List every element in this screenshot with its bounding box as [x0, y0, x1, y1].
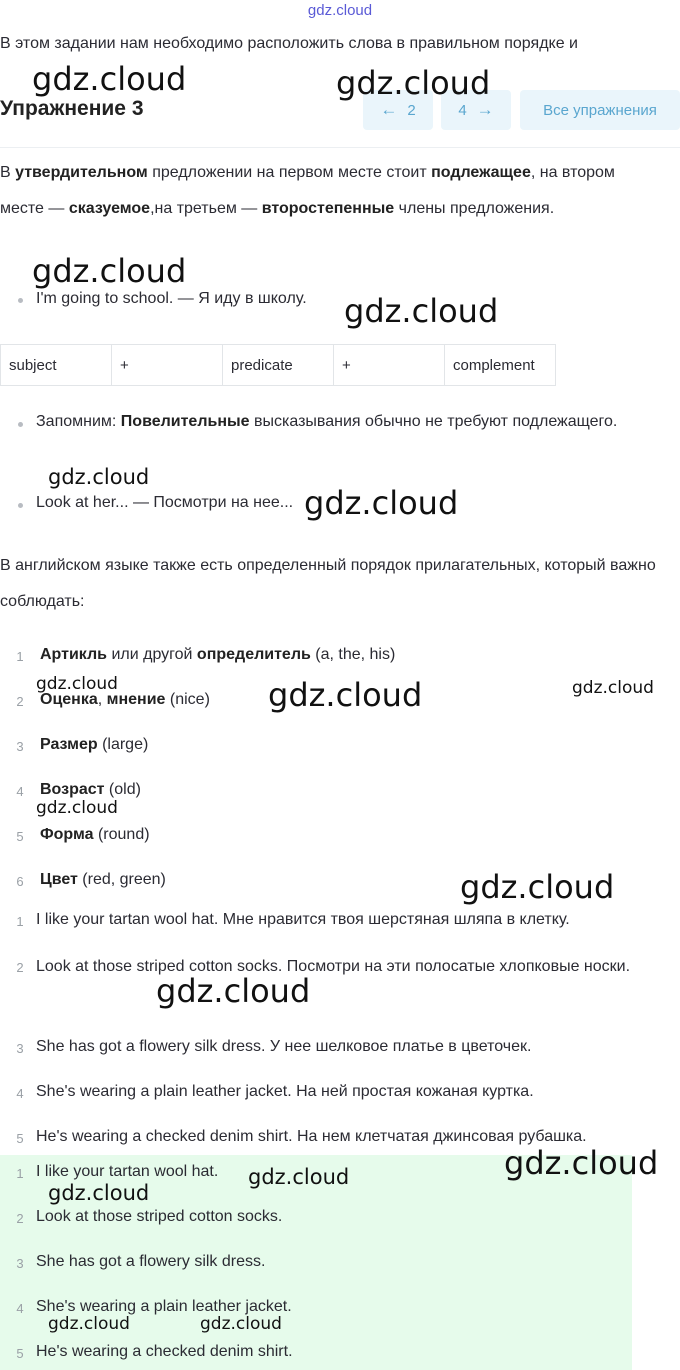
watermark: gdz.cloud [336, 64, 491, 102]
item-bold: Возраст [40, 781, 105, 798]
list-number: 1 [16, 649, 24, 664]
table-cell: complement [445, 345, 556, 386]
table-cell: predicate [223, 345, 334, 386]
watermark: gdz.cloud [48, 1314, 130, 1334]
translation-item: I like your tartan wool hat. Мне нравится твоя шерстяная шляпа в клетку. [36, 911, 570, 928]
item-bold: Артикль [40, 646, 107, 663]
watermark: gdz.cloud [36, 674, 118, 694]
item-bold: Форма [40, 826, 94, 843]
arrow-left-icon: ← [380, 100, 398, 119]
rule-paragraph: В утвердительном предложении на первом месте стоит подлежащее, на втором месте — сказуемое,на третьем — второстепенные члены предложения. [0, 164, 615, 217]
list-number: 4 [16, 1301, 24, 1316]
list-number: 5 [16, 1346, 24, 1361]
item-text: , [97, 691, 107, 708]
list-number: 3 [16, 1041, 24, 1056]
list-number: 4 [16, 1086, 24, 1101]
list-number: 5 [16, 829, 24, 844]
item-text: (large) [97, 736, 149, 753]
item-bold: Размер [40, 736, 98, 753]
list-number: 2 [16, 694, 24, 709]
adjective-order-item [40, 826, 150, 844]
adjective-order-item [40, 736, 148, 754]
item-bold: Цвет [40, 871, 78, 888]
answer-item: She's wearing a plain leather jacket. [36, 1298, 292, 1315]
watermark: gdz.cloud [32, 60, 187, 98]
watermark: gdz.cloud [248, 1165, 350, 1189]
watermark: gdz.cloud [504, 1144, 659, 1182]
translation-item: She has got a flowery silk dress. У нее шелковое платье в цветочек. [36, 1038, 532, 1055]
list-number: 4 [16, 784, 24, 799]
list-number: 2 [16, 960, 24, 975]
bullet [18, 503, 26, 511]
item-text: или другой [107, 646, 197, 663]
arrow-right-icon: → [476, 100, 494, 119]
adjective-order-item [40, 646, 395, 664]
list-number: 1 [16, 914, 24, 929]
watermark: gdz.cloud [200, 1314, 282, 1334]
sentence-structure-table [0, 344, 556, 386]
adjective-order-item [40, 871, 166, 889]
table-cell: + [334, 345, 445, 386]
watermark: gdz.cloud [32, 252, 187, 290]
table-cell: subject [1, 345, 112, 386]
answer-item: He's wearing a checked denim shirt. [36, 1343, 293, 1360]
list-number: 3 [16, 1256, 24, 1271]
watermark: gdz.cloud [48, 465, 150, 489]
watermark: gdz.cloud [156, 972, 311, 1010]
translation-item: He's wearing a checked denim shirt. На нем клетчатая джинсовая рубашка. [36, 1128, 587, 1145]
item-bold: мнение [106, 691, 166, 708]
watermark: gdz.cloud [48, 1181, 150, 1205]
item-text: (nice) [165, 691, 210, 708]
list-number: 1 [16, 1166, 24, 1181]
watermark: gdz.cloud [460, 868, 615, 906]
watermark: gdz.cloud [572, 678, 654, 698]
adjective-order-intro: В английском языке также есть определенный порядок прилагательных, который важно соблюдать: [0, 557, 656, 610]
item-bold: определитель [196, 646, 311, 663]
translation-item: Look at those striped cotton socks. Посмотри на эти полосатые хлопковые носки. [36, 958, 631, 975]
item-text: (round) [93, 826, 150, 843]
item-text: (a, the, his) [310, 646, 396, 663]
list-number: 3 [16, 739, 24, 754]
imperative-note: Запомним: Повелительные высказывания обычно не требуют подлежащего. [36, 413, 618, 430]
list-number: 6 [16, 874, 24, 889]
list-number: 2 [16, 1211, 24, 1226]
list-number: 5 [16, 1131, 24, 1146]
answer-item: She has got a flowery silk dress. [36, 1253, 266, 1270]
all-exercises-label: Все упражнения [543, 101, 657, 119]
answer-item: I like your tartan wool hat. [36, 1163, 219, 1180]
prev-exercise-label: 2 [407, 101, 416, 119]
watermark: gdz.cloud [268, 676, 423, 714]
watermark: gdz.cloud [36, 798, 118, 818]
bullet [18, 298, 26, 306]
answer-item: Look at those striped cotton socks. [36, 1208, 283, 1225]
next-exercise-label: 4 [458, 101, 467, 119]
watermark: gdz.cloud [304, 484, 459, 522]
example-sentence-2: Look at her... — Посмотри на нее... [36, 494, 294, 511]
page-title: Упражнение 3 [0, 97, 144, 120]
watermark-top: gdz.cloud [307, 2, 373, 19]
item-text: (red, green) [77, 871, 166, 888]
example-sentence: I'm going to school. — Я иду в школу. [36, 290, 307, 307]
intro-text: В этом задании нам необходимо расположить слова в правильном порядке и [0, 35, 578, 52]
bullet [18, 422, 26, 430]
divider [0, 147, 680, 148]
watermark: gdz.cloud [344, 292, 499, 330]
all-exercises-button[interactable] [520, 90, 680, 130]
item-bold: Оценка [40, 691, 98, 708]
translation-item: She's wearing a plain leather jacket. На ней простая кожаная куртка. [36, 1083, 534, 1100]
adjective-order-item [40, 781, 141, 799]
table-cell: + [112, 345, 223, 386]
item-text: (old) [104, 781, 141, 798]
